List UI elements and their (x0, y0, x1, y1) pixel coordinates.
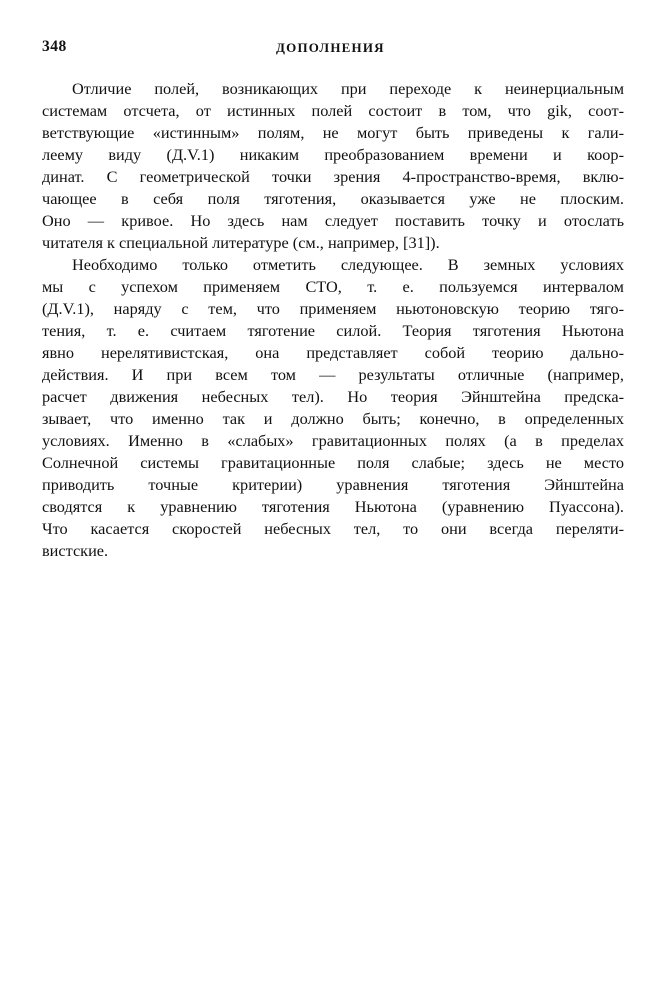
text-line: мы с успехом применяем СТО, т. е. пользуемся интервалом (42, 277, 624, 296)
text-line: сводятся к уравнению тяготения Ньютона (уравнению Пуассона). (42, 497, 624, 516)
text-line: системам отсчета, от истинных полей состоит в том, что gik, соот- (42, 101, 624, 120)
text-line: зывает, что именно так и должно быть; конечно, в определенных (42, 409, 624, 428)
text-line: явно нерелятивистская, она представляет собой теорию дально- (42, 343, 624, 362)
text-line: Оно — кривое. Но здесь нам следует поставить точку и отослать (42, 211, 624, 230)
body-text (42, 78, 624, 562)
text-line: вистские. (42, 541, 109, 560)
text-line: динат. С геометрической точки зрения 4-пространство-время, вклю- (42, 167, 624, 186)
text-line: Необходимо только отметить следующее. В земных условиях (72, 255, 624, 274)
text-line: Отличие полей, возникающих при переходе к неинерциальным (72, 79, 624, 98)
paragraph-1 (42, 78, 624, 254)
text-line: тения, т. е. считаем тяготение силой. Теория тяготения Ньютона (42, 321, 624, 340)
text-line: действия. И при всем том — результаты отличные (например, (42, 365, 624, 384)
running-title: ДОПОЛНЕНИЯ (276, 40, 385, 55)
paragraph-2 (42, 254, 624, 562)
text-line: (Д.V.1), наряду с тем, что применяем ньютоновскую теорию тяго- (42, 299, 624, 318)
text-line: леему виду (Д.V.1) никаким преобразованием времени и коор- (42, 145, 624, 164)
page-number: 348 (42, 38, 67, 55)
text-line: Что касается скоростей небесных тел, то они всегда переляти- (42, 519, 624, 538)
text-line: ветствующие «истинным» полям, не могут быть приведены к гали- (42, 123, 624, 142)
text-line: читателя к специальной литературе (см., например, [31]). (42, 233, 440, 252)
text-line: приводить точные критерии) уравнения тяготения Эйнштейна (42, 475, 624, 494)
text-line: чающее в себя поля тяготения, оказывается уже не плоским. (42, 189, 624, 208)
text-line: расчет движения небесных тел). Но теория Эйнштейна предска- (42, 387, 624, 406)
text-line: условиях. Именно в «слабых» гравитационных полях (а в пределах (42, 431, 624, 450)
text-line: Солнечной системы гравитационные поля слабые; здесь не место (42, 453, 624, 472)
